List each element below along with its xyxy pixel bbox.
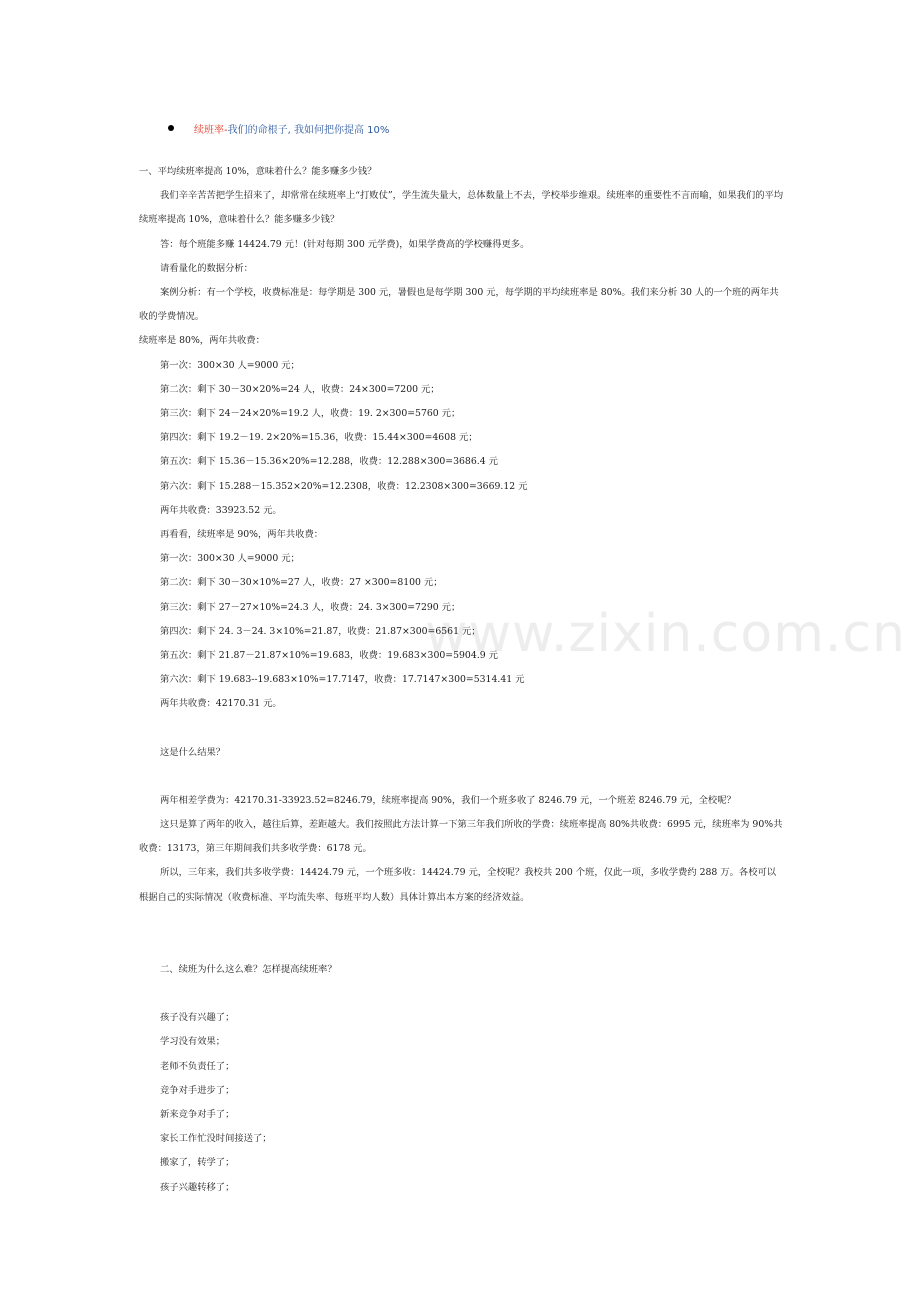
case80-line: 第三次：剩下 24－24×20%=19.2 人，收费：19. 2×300=5760 元； [160,408,461,420]
case80-title: 续班率是 80%，两年共收费： [139,335,265,347]
reason-item: 学习没有效果； [160,1036,226,1048]
reason-item: 家长工作忙没时间接送了； [160,1133,272,1145]
document-body [139,160,784,1200]
case90-total: 两年共收费：42170.31 元。 [160,698,282,710]
case80-total: 两年共收费：33923.52 元。 [160,504,282,516]
analysis-intro: 请看量化的数据分析： [160,262,253,274]
case90-line: 第四次：剩下 24. 3－24. 3×10%=21.87，收费：21.87×300=6561 元； [160,625,481,637]
result-question: 这是什么结果？ [160,746,226,758]
reason-item: 搬家了，转学了； [160,1157,235,1169]
case90-line: 第三次：剩下 27－27×10%=24.3 人，收费：24. 3×300=7290 元； [160,601,461,613]
case80-line: 第二次：剩下 30－30×20%=24 人，收费：24×300=7200 元； [160,383,440,395]
case90-line: 第一次：300×30 人=9000 元； [160,553,300,565]
reason-item: 竞争对手进步了； [160,1084,235,1096]
reason-item: 孩子兴趣转移了； [160,1181,235,1193]
case-analysis: 案例分析：有一个学校，收费标准是：每学期是 300 元，暑假也是每学期 300 元，每学期的平均续班率是 80%。我们来分析 30 人的一个班的两年共收的学费情况。 [139,287,779,323]
case80-line: 第六次：剩下 15.288－15.352×20%=12.2308，收费：12.2308×300=3669.12 元 [160,480,528,492]
title-accent-text: 续班率- [194,124,228,136]
watermark: www.zixin.com.cn [425,604,906,664]
bullet-icon [168,125,174,131]
case80-line: 第四次：剩下 19.2－19. 2×20%=15.36，收费：15.44×300=4608 元； [160,432,478,444]
case90-line: 第五次：剩下 21.87－21.87×10%=19.683，收费：19.683×300=5904.9 元 [160,650,498,662]
section1-intro: 我们辛辛苦苦把学生招来了，却常常在续班率上“打败仗”，学生流失量大，总体数量上不去，学校举步维艰。续班率的重要性不言而喻，如果我们的平均续班率提高 10%，意味着什么？能多赚多少钱？ [139,190,784,226]
difference-paragraph: 两年相差学费为：42170.31-33923.52=8246.79，续班率提高 90%，我们一个班多收了 8246.79 元，一个班差 8246.79 元，全校呢？ [160,794,736,806]
document-title [168,119,389,137]
third-year-paragraph: 这只是算了两年的收入，越往后算，差距越大。我们按照此方法计算一下第三年我们所收的学费：续班率提高 80%共收费：6995 元，续班率为 90%共收费：13173，第三年期间我们共多收学费：6178 元。 [139,819,783,855]
section1-heading: 一、平均续班率提高 10%，意味着什么？能多赚多少钱？ [139,166,377,177]
title-main-text: 我们的命根子, 我如何把你提高 10% [227,124,390,136]
case90-title: 再看看，续班率是 90%，两年共收费： [160,529,324,541]
case80-line: 第五次：剩下 15.36－15.36×20%=12.288，收费：12.288×300=3686.4 元 [160,456,498,468]
reason-item: 孩子没有兴趣了； [160,1012,235,1024]
summary-paragraph: 所以，三年来，我们共多收学费：14424.79 元，一个班多收：14424.79 元，全校呢？我校共 200 个班，仅此一项，多收学费约 288 万。各校可以根据自己的实际情况（收费标准、平均流失率、每班平均人数）具体计算出本方案的经济效益。 [139,867,777,903]
section2-heading: 二、续班为什么这么难？怎样提高续班率？ [160,963,337,975]
case90-line: 第二次：剩下 30－30×10%=27 人，收费：27 ×300=8100 元； [160,577,443,589]
section1-answer: 答：每个班能多赚 14424.79 元！(针对每期 300 元学费)，如果学费高的学校赚得更多。 [160,238,530,250]
reason-item: 新来竞争对手了； [160,1108,235,1120]
case80-line: 第一次：300×30 人=9000 元； [160,359,300,371]
reason-item: 老师不负责任了； [160,1060,235,1072]
case90-line: 第六次：剩下 19.683--19.683×10%=17.7147，收费：17.7147×300=5314.41 元 [160,674,525,686]
